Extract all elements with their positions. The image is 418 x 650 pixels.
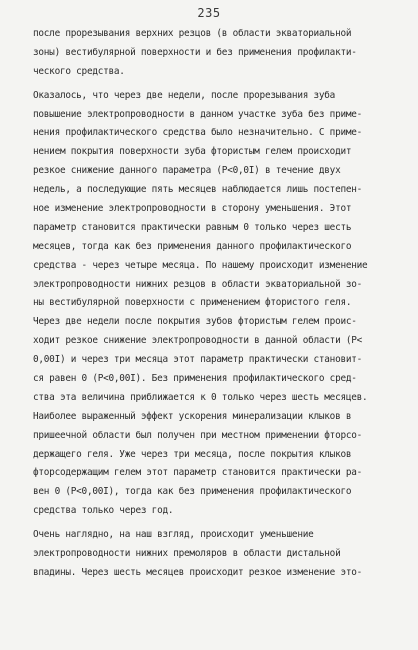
paragraph-2 <box>33 87 399 521</box>
text-line: резкое снижение данного параметра (P<0,0I) в течение двух <box>33 165 341 177</box>
text-line: ческого средства. <box>33 65 125 77</box>
text-line: нением покрытия поверхности зуба фтористым гелем происходит <box>33 146 352 158</box>
text-line: пришеечной области был получен при местном применении фторсо- <box>33 429 363 441</box>
text-line: месяцев, тогда как без применения данного профилактического <box>33 240 352 252</box>
text-line: недель, а последующие пять месяцев наблюдается лишь постепен- <box>33 184 363 196</box>
body-text <box>33 25 399 583</box>
text-line: 0,00I) и через три месяца этот параметр практически становит- <box>33 354 363 366</box>
text-line: Оказалось, что через две недели, после прорезывания зуба <box>33 89 336 101</box>
text-line: средства - через четыре месяца. По нашему происходит изменение <box>33 259 368 271</box>
text-line: фторсодержащим гелем этот параметр становится практически ра- <box>33 467 363 479</box>
text-line: после прорезывания верхних резцов (в области экваториальной <box>33 28 352 39</box>
text-line: ся равен 0 (P<0,00I). Без применения профилактического сред- <box>33 373 357 385</box>
text-line: средства только через год. <box>33 505 174 517</box>
text-line: держащего геля. Уже через три месяца, после покрытия клыков <box>33 448 352 460</box>
text-line: параметр становится практически равным 0 только через шесть <box>33 221 352 233</box>
text-line: электропроводности нижних резцов в области экваториальной зо- <box>33 278 363 290</box>
text-line: ства эта величина приближается к 0 только через шесть месяцев. <box>33 391 368 403</box>
text-line: ное изменение электропроводности в сторону уменьшения. Этот <box>33 203 352 215</box>
text-line: вен 0 (P<0,00I), тогда как без применения профилактического <box>33 486 352 498</box>
text-line: ходит резкое снижение электропроводности в данной области (P< <box>33 335 363 347</box>
text-line: зоны) вестибулярной поверхности и без применения профилакти- <box>33 46 357 58</box>
text-line: электропроводности нижних премоляров в области дистальной <box>33 548 341 560</box>
text-line: Наиболее выраженный эффект ускорения минерализации клыков в <box>33 410 352 422</box>
text-line: ны вестибулярной поверхности с применением фтористого геля. <box>33 297 352 309</box>
text-line: нения профилактического средства было незначительно. С приме- <box>33 127 363 139</box>
text-line: Очень наглядно, на наш взгляд, происходит уменьшение <box>33 529 314 541</box>
paragraph-3 <box>33 526 399 583</box>
text-line: повышение электропроводности в данном участке зуба без приме- <box>33 108 363 120</box>
text-line: Через две недели после покрытия зубов фтористым гелем проис- <box>33 316 357 328</box>
page-number: 235 <box>197 6 221 20</box>
text-line: впадины. Через шесть месяцев происходит резкое изменение это- <box>33 566 363 578</box>
paragraph-1 <box>33 25 399 82</box>
